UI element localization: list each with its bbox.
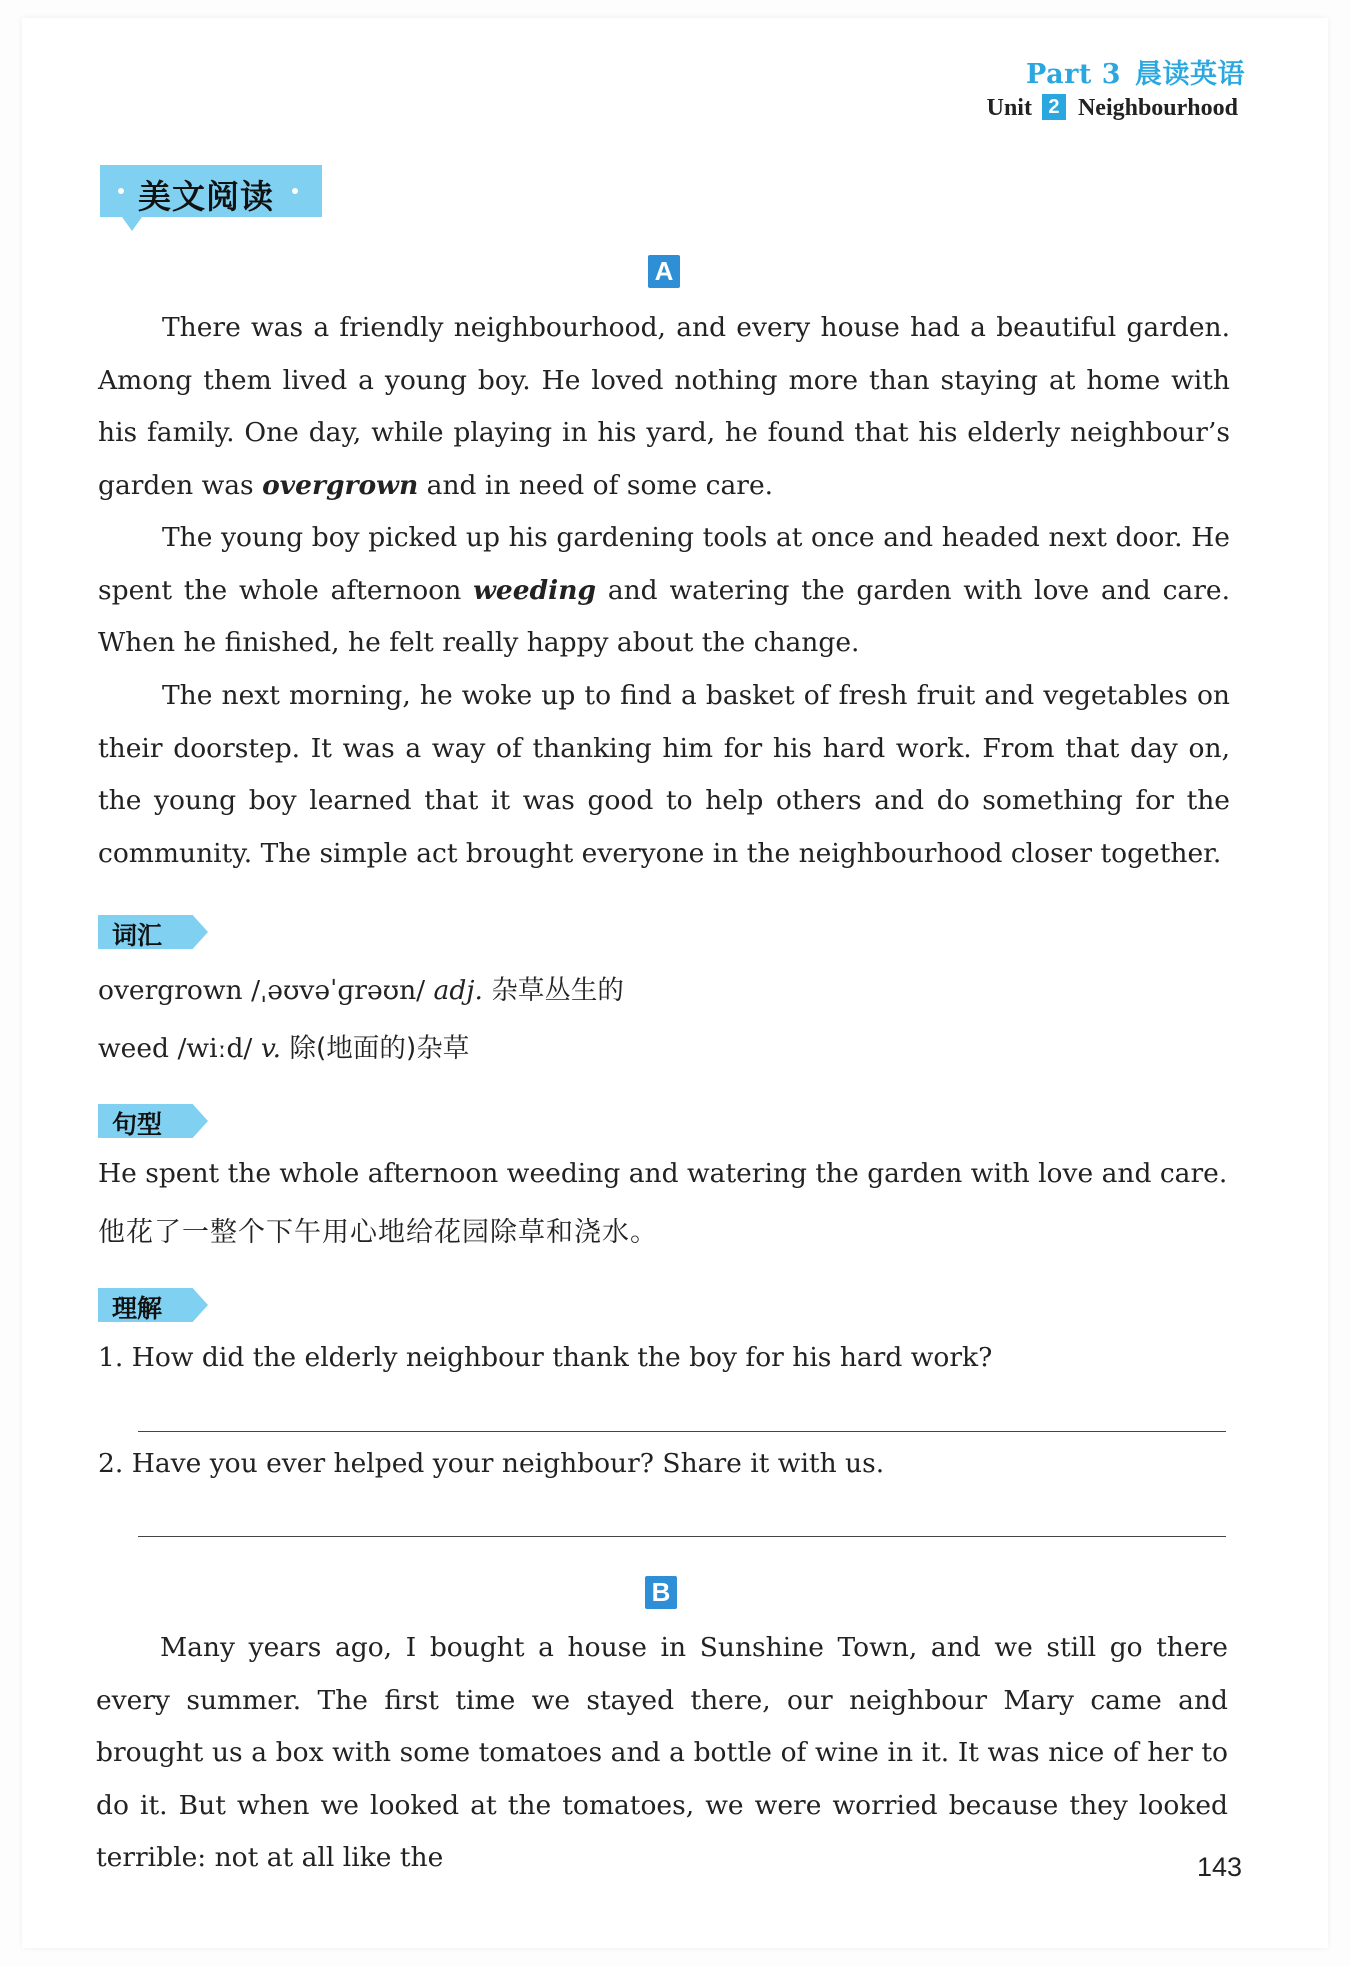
question-2: 2. Have you ever helped your neighbour? Share it with us. [98, 1448, 885, 1479]
passage-a-paragraph-2 [98, 512, 1230, 670]
sentence-tag [98, 1104, 208, 1138]
vocab-tag [98, 915, 208, 949]
header-unit [987, 94, 1238, 122]
unit-number-badge: 2 [1042, 94, 1066, 120]
paragraph-text: and in need of some care. [418, 469, 774, 501]
answer-line-2[interactable] [138, 1536, 1226, 1537]
paragraph-text: and watering the garden with love and care. When he finished, he felt really happy about the change. [98, 574, 1230, 658]
passage-a-paragraph-1 [98, 302, 1230, 512]
vocab-word: weed [98, 1033, 170, 1064]
header-part [1026, 52, 1245, 91]
section-title: 美文阅读 [138, 177, 274, 216]
vocab-meaning: 除(地面的)杂草 [289, 1033, 470, 1064]
vocab-highlight: overgrown [262, 469, 419, 501]
header-part-label: Part 3 [1026, 59, 1121, 90]
banner-dot-icon [118, 188, 124, 194]
sentence-english: He spent the whole afternoon weeding and watering the garden with love and care. [98, 1158, 1228, 1189]
passage-a-paragraph-3: The next morning, he woke up to find a basket of fresh fruit and vegetables on their doorstep. It was a way of thanking him for his hard work. From that day on, the young boy learned that it was good to help others and do something for the community. The simple act brought everyone in the neighbourhood closer together. [98, 680, 1230, 869]
passage-b-paragraph-1: Many years ago, I bought a house in Sunshine Town, and we still go there every summer. The first time we stayed there, our neighbour Mary came and brought us a box with some tomatoes and a bottle of wine in it. It was nice of her to do it. But when we looked at the tomatoes, we were worried because they looked terrible: not at all like the [96, 1632, 1228, 1873]
passage-b-badge: B [645, 1576, 677, 1609]
vocab-phonetic: /wiːd/ [177, 1033, 253, 1064]
vocab-word: overgrown [98, 975, 243, 1006]
section-banner [100, 165, 322, 217]
paragraph-text: There was a friendly neighbourhood, and every house had a beautiful garden. Among them lived a young boy. He loved nothing more than staying at home with his family. One day, while playing in his yard, he found that his elderly neighbour’s garden was [98, 312, 1230, 501]
banner-dot-icon [292, 188, 298, 194]
answer-line-1[interactable] [138, 1431, 1226, 1432]
header-unit-label: Unit [986, 95, 1032, 121]
page-number: 143 [1196, 1852, 1242, 1882]
vocab-pos: v. [260, 1033, 282, 1064]
paragraph-text: The young boy picked up his gardening tools at once and headed next door. He spent the whole afternoon [98, 522, 1230, 606]
vocab-tag-label: 词汇 [112, 921, 163, 950]
sentence-tag-label: 句型 [112, 1110, 163, 1139]
header-unit-title: Neighbourhood [1077, 95, 1238, 121]
vocab-item [98, 1026, 469, 1065]
passage-a-badge: A [648, 255, 680, 288]
vocab-highlight: weeding [473, 574, 597, 606]
vocab-pos: adj. [433, 975, 483, 1006]
comprehension-tag [98, 1288, 208, 1322]
vocab-phonetic: /ˌəʊvəˈɡrəʊn/ [251, 975, 426, 1006]
question-1: 1. How did the elderly neighbour thank the boy for his hard work? [98, 1342, 993, 1373]
header-part-title: 晨读英语 [1135, 59, 1245, 90]
comprehension-tag-label: 理解 [112, 1294, 163, 1323]
sentence-chinese: 他花了一整个下午用心地给花园除草和浇水。 [98, 1217, 658, 1248]
vocab-meaning: 杂草丛生的 [491, 975, 624, 1006]
vocab-item [98, 968, 624, 1007]
